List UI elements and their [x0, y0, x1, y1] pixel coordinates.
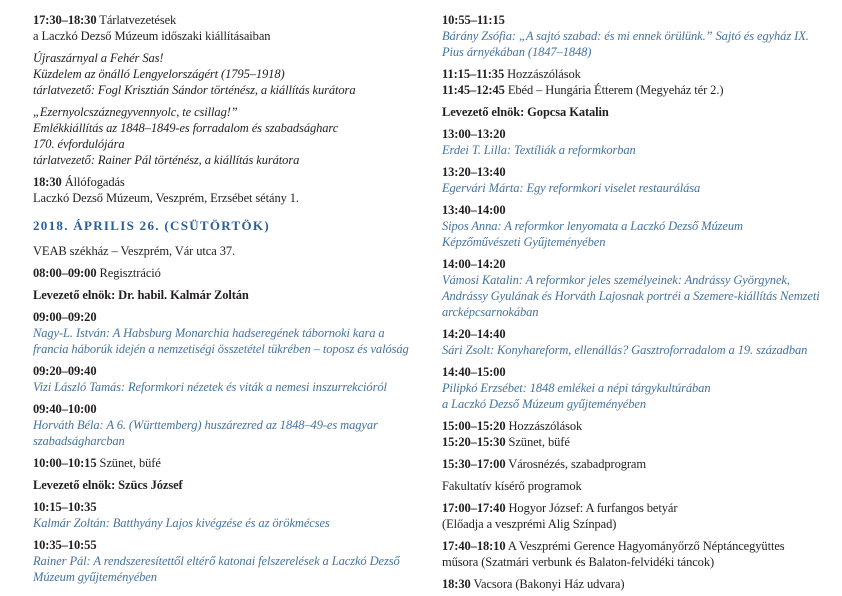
program-block: [33, 104, 433, 168]
session-title-text: Sári Zsolt: Konyhareform, ellenállás? Gasztroforradalom a 19. században: [442, 343, 808, 357]
program-line: [442, 256, 842, 272]
time-or-emphasis-text: 10:15–10:35: [33, 500, 97, 514]
exhibition-note-text: tárlatvezető: Rainer Pál történész, a kiállítás kurátora: [33, 153, 300, 167]
program-line: [33, 190, 433, 206]
program-line: [33, 287, 433, 303]
program-block: [442, 456, 842, 472]
program-line: [442, 104, 842, 120]
session-title-text: Rainer Pál: A rendszeresítettől eltérő katonai felszerelések a Laczkó Dezső: [33, 554, 400, 568]
program-line: [442, 380, 842, 396]
time-or-emphasis-text: 18:30: [33, 175, 62, 189]
program-line: [33, 50, 433, 66]
program-line: [33, 553, 433, 569]
session-title-text: szabadságharcban: [33, 434, 125, 448]
program-line: [442, 28, 842, 44]
time-or-emphasis-text: 15:20–15:30: [442, 435, 506, 449]
program-line: [33, 174, 433, 190]
time-or-emphasis-text: 15:00–15:20: [442, 419, 506, 433]
exhibition-note-text: tárlatvezető: Fogl Krisztián Sándor történész, a kiállítás kurátora: [33, 83, 356, 97]
session-title-text: arcképcsarnokában: [442, 305, 539, 319]
program-column-left: [33, 12, 433, 591]
time-or-emphasis-text: 14:40–15:00: [442, 365, 506, 379]
exhibition-note-text: Küzdelem az önálló Lengyelországért (1795–1918): [33, 67, 285, 81]
program-line: [442, 202, 842, 218]
exhibition-note-text: 170. évfordulójára: [33, 137, 125, 151]
program-line: [33, 515, 433, 531]
plain-text: (Előadja a veszprémi Alig Színpad): [442, 517, 617, 531]
program-line: [442, 126, 842, 142]
time-or-emphasis-text: 15:30–17:00: [442, 457, 506, 471]
program-block: [33, 287, 433, 303]
time-or-emphasis-text: Levezető elnök: Gopcsa Katalin: [442, 105, 609, 119]
plain-text: Ebéd – Hungária Étterem (Megyeház tér 2.): [504, 83, 724, 97]
program-line: [442, 364, 842, 380]
session-title-text: Képzőművészeti Gyűjteményében: [442, 235, 606, 249]
program-line: [33, 433, 433, 449]
time-or-emphasis-text: 09:00–09:20: [33, 310, 97, 324]
program-line: [33, 12, 433, 28]
program-line: [442, 478, 842, 494]
program-block: [33, 243, 433, 259]
session-title-text: Sipos Anna: A reformkor lenyomata a Laczkó Dezső Múzeum: [442, 219, 743, 233]
program-block: [33, 50, 433, 98]
program-block: [442, 164, 842, 196]
program-line: [33, 455, 433, 471]
time-or-emphasis-text: 11:45–12:45: [442, 83, 505, 97]
program-line: [33, 120, 433, 136]
date-heading-text: 2018. ÁPRILIS 26. (CSÜTÖRTÖK): [33, 218, 270, 233]
program-block: [442, 500, 842, 532]
program-line: [442, 180, 842, 196]
exhibition-note-text: Újraszárnyal a Fehér Sas!: [33, 51, 164, 65]
program-line: [33, 341, 433, 357]
time-or-emphasis-text: 18:30: [442, 577, 471, 591]
time-or-emphasis-text: 17:40–18:10: [442, 539, 506, 553]
exhibition-note-text: „Ezernyolcszáznegyvennyolc, te csillag!”: [33, 105, 238, 119]
session-title-text: Horváth Béla: A 6. (Württemberg) huszárezred az 1848–49-es magyar: [33, 418, 378, 432]
session-title-text: Vámosi Katalin: A reformkor jeles személyeinek: Andrássy Györgynek,: [442, 273, 790, 287]
program-line: [33, 569, 433, 585]
program-line: [33, 537, 433, 553]
session-title-text: Andrássy Gyulának és Horváth Lajosnak portréi a Szemere-kiállítás Nemzeti: [442, 289, 820, 303]
program-block: [33, 12, 433, 44]
program-block: [33, 218, 433, 234]
session-title-text: Bárány Zsófia: „A sajtó szabad: és mi ennek örülünk.” Sajtó és egyház IX.: [442, 29, 809, 43]
program-line: [442, 304, 842, 320]
program-line: [33, 136, 433, 152]
program-line: [33, 417, 433, 433]
session-title-text: Múzeum gyűjteményében: [33, 570, 157, 584]
program-line: [33, 265, 433, 281]
program-line: [442, 44, 842, 60]
plain-text: Hozzászólások: [505, 419, 583, 433]
program-line: [442, 272, 842, 288]
program-block: [442, 66, 842, 98]
program-line: [442, 434, 842, 450]
time-or-emphasis-text: Levezető elnök: Szücs József: [33, 478, 183, 492]
plain-text: Szünet, büfé: [505, 435, 570, 449]
plain-text: a Laczkó Dezső Múzeum időszaki kiállításaiban: [33, 29, 271, 43]
program-line: [33, 218, 433, 234]
program-block: [33, 174, 433, 206]
program-block: [442, 202, 842, 250]
session-title-text: Kalmár Zoltán: Batthyány Lajos kivégzése és az örökmécses: [33, 516, 330, 530]
time-or-emphasis-text: Levezető elnök: Dr. habil. Kalmár Zoltán: [33, 288, 249, 302]
time-or-emphasis-text: 17:00–17:40: [442, 501, 506, 515]
program-line: [33, 379, 433, 395]
time-or-emphasis-text: 10:35–10:55: [33, 538, 97, 552]
plain-text: Fakultatív kísérő programok: [442, 479, 582, 493]
session-title-text: Pius árnyékában (1847–1848): [442, 45, 592, 59]
exhibition-note-text: Emlékkiállítás az 1848–1849-es forradalom és szabadságharc: [33, 121, 339, 135]
program-line: [442, 218, 842, 234]
program-line: [442, 500, 842, 516]
plain-text: Állófogadás: [61, 175, 125, 189]
program-block: [442, 478, 842, 494]
program-block: [442, 104, 842, 120]
time-or-emphasis-text: 14:20–14:40: [442, 327, 506, 341]
program-block: [442, 126, 842, 158]
plain-text: Hozzászólások: [504, 67, 581, 81]
program-block: [33, 265, 433, 281]
program-line: [442, 326, 842, 342]
program-block: [33, 537, 433, 585]
plain-text: Tárlatvezetések: [96, 13, 177, 27]
session-title-text: Vizi László Tamás: Reformkori nézetek és viták a nemesi inszurrekcióról: [33, 380, 387, 394]
plain-text: műsora (Szatmári verbunk és Balaton-felvidéki táncok): [442, 555, 715, 569]
program-line: [33, 82, 433, 98]
program-line: [33, 325, 433, 341]
program-block: [33, 309, 433, 357]
plain-text: Városnézés, szabadprogram: [505, 457, 646, 471]
program-block: [33, 455, 433, 471]
program-block: [442, 418, 842, 450]
program-block: [442, 538, 842, 570]
session-title-text: francia háborúk idején a nemzetiségi összetétel tükrében – toposz és valóság: [33, 342, 409, 356]
program-line: [442, 234, 842, 250]
time-or-emphasis-text: 11:15–11:35: [442, 67, 505, 81]
program-line: [33, 309, 433, 325]
program-block: [442, 326, 842, 358]
program-line: [442, 576, 842, 592]
program-block: [442, 256, 842, 320]
time-or-emphasis-text: 08:00–09:00: [33, 266, 97, 280]
time-or-emphasis-text: 13:00–13:20: [442, 127, 506, 141]
session-title-text: Nagy-L. István: A Habsburg Monarchia hadseregének tábornoki kara a: [33, 326, 385, 340]
plain-text: Szünet, büfé: [96, 456, 161, 470]
time-or-emphasis-text: 09:40–10:00: [33, 402, 97, 416]
session-title-text: Erdei T. Lilla: Textíliák a reformkorban: [442, 143, 636, 157]
program-block: [442, 576, 842, 592]
plain-text: Laczkó Dezső Múzeum, Veszprém, Erzsébet sétány 1.: [33, 191, 299, 205]
time-or-emphasis-text: 09:20–09:40: [33, 364, 97, 378]
program-line: [442, 342, 842, 358]
program-line: [442, 66, 842, 82]
program-line: [33, 104, 433, 120]
session-title-text: Pilipkó Erzsébet: 1848 emlékei a népi tárgykultúrában: [442, 381, 711, 395]
time-or-emphasis-text: 10:55–11:15: [442, 13, 505, 27]
plain-text: Hogyor József: A furfangos betyár: [505, 501, 678, 515]
program-block: [33, 363, 433, 395]
program-line: [442, 142, 842, 158]
plain-text: Vacsora (Bakonyi Ház udvara): [470, 577, 625, 591]
program-line: [33, 499, 433, 515]
program-line: [33, 363, 433, 379]
program-line: [442, 164, 842, 180]
time-or-emphasis-text: 10:00–10:15: [33, 456, 97, 470]
program-line: [442, 82, 842, 98]
program-block: [442, 364, 842, 412]
time-or-emphasis-text: 13:20–13:40: [442, 165, 506, 179]
plain-text: A Veszprémi Gerence Hagyományőrző Néptáncegyüttes: [505, 539, 785, 553]
time-or-emphasis-text: 14:00–14:20: [442, 257, 506, 271]
time-or-emphasis-text: 17:30–18:30: [33, 13, 97, 27]
program-block: [33, 499, 433, 531]
program-line: [33, 152, 433, 168]
plain-text: VEAB székház – Veszprém, Vár utca 37.: [33, 244, 236, 258]
program-line: [442, 12, 842, 28]
time-or-emphasis-text: 13:40–14:00: [442, 203, 506, 217]
program-line: [442, 516, 842, 532]
session-title-text: Egervári Márta: Egy reformkori viselet restaurálása: [442, 181, 701, 195]
program-line: [442, 396, 842, 412]
program-line: [442, 538, 842, 554]
program-column-right: [442, 12, 842, 596]
program-line: [33, 28, 433, 44]
program-line: [33, 243, 433, 259]
program-block: [33, 477, 433, 493]
program-line: [33, 66, 433, 82]
program-line: [33, 401, 433, 417]
program-line: [442, 288, 842, 304]
session-title-text: a Laczkó Dezső Múzeum gyűjteményében: [442, 397, 646, 411]
program-line: [442, 418, 842, 434]
program-block: [442, 12, 842, 60]
plain-text: Regisztráció: [96, 266, 161, 280]
program-line: [442, 554, 842, 570]
program-block: [33, 401, 433, 449]
program-line: [33, 477, 433, 493]
program-line: [442, 456, 842, 472]
